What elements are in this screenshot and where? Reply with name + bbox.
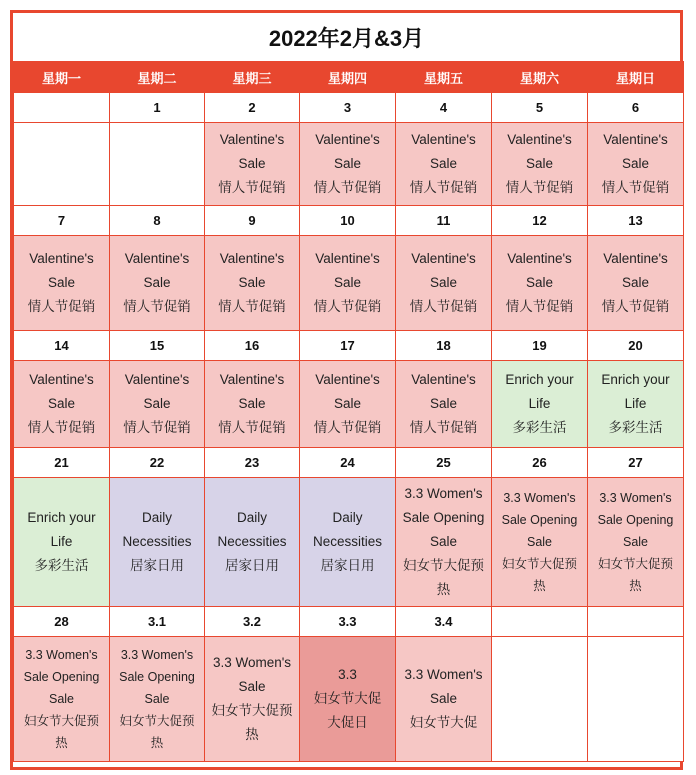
event-text-line: Sale [526,535,553,549]
event-text-line: 情人节促销 [123,420,191,435]
event-text-line: 情人节促销 [313,180,382,195]
weekday-fri: 星期五 [396,62,492,93]
event-text-line: 情人节促销 [505,180,574,195]
event-text-line: 3.3 Women's [120,648,194,662]
date-cell: 4 [396,93,492,123]
date-cell: 3 [300,93,396,123]
event-text-line: Life [50,534,73,549]
event-text-line: Sale [429,396,458,411]
event-text-line: Enrich your [601,372,670,387]
date-cell: 18 [396,331,492,361]
event-text-line: Valentine's [315,372,380,387]
event-text-line: Sale [429,156,458,171]
event-text-line: Sale [622,535,649,549]
event-cell [588,637,684,762]
event-cell [14,236,110,331]
date-cell: 21 [14,448,110,478]
event-text-line: Sale Opening [597,513,674,527]
event-cell [492,123,588,206]
event-text-line: Sale Opening [119,670,195,684]
event-cell [14,478,110,607]
event-text-line: 热 [245,727,259,742]
event-text-line: Valentine's [603,251,668,266]
weekday-sun: 星期日 [588,62,684,93]
event-text-line: 居家日用 [225,558,279,573]
event-text-line: 情人节促销 [218,180,286,195]
event-text-line: Valentine's [219,251,285,266]
event-text-line: 3.3 Women's [503,491,576,505]
event-text-line: 妇女节大促预 [501,557,577,571]
event-text-line: Sale [238,679,266,694]
event-text-line: Life [624,396,647,411]
date-cell: 13 [588,206,684,236]
date-cell: 27 [588,448,684,478]
calendar-title: 2022年2月&3月 [268,25,425,51]
event-text-line: Valentine's [315,132,380,147]
event-text-line: 3.3 Women's [599,491,672,505]
event-cell [205,123,300,206]
event-text-line: Sale [525,275,554,290]
event-cell [492,361,588,448]
date-cell: 6 [588,93,684,123]
event-text-line: 多彩生活 [34,558,89,573]
event-text-line: Enrich your [27,510,96,525]
event-text-line: 妇女节大促 [409,715,478,730]
date-row [14,448,684,478]
event-text-line: 妇女节大促预 [119,714,195,728]
event-row [14,361,684,448]
event-text-line: 情人节促销 [218,299,286,314]
event-text-line: 妇女节大促预 [597,557,673,571]
event-text-line: 热 [150,736,164,750]
date-cell: 20 [588,331,684,361]
event-cell [300,236,396,331]
event-text-line: 情人节促销 [601,180,670,195]
date-cell: 10 [300,206,396,236]
event-text-line: Sale [144,692,170,706]
date-cell: 25 [396,448,492,478]
weekday-header-row [14,62,684,93]
event-text-line: 多彩生活 [608,420,663,435]
event-text-line: Sale [621,275,650,290]
event-text-line: Valentine's [124,372,190,387]
event-text-line: 情人节促销 [123,299,191,314]
event-cell [396,637,492,762]
event-text-line: Necessities [122,534,192,549]
weekday-thu: 星期四 [300,62,396,93]
event-text-line: Necessities [312,534,383,549]
date-cell: 2 [205,93,300,123]
event-text-line: Daily [141,510,172,525]
event-cell [205,637,300,762]
event-text-line: 妇女节大促预 [211,703,293,718]
event-cell [396,361,492,448]
date-cell: 5 [492,93,588,123]
event-text-line: 情人节促销 [313,420,382,435]
event-text-line: 妇女节大促预 [23,714,99,728]
date-cell: 3.3 [300,607,396,637]
event-text-line: Sale [238,156,266,171]
event-text-line: 情人节促销 [505,299,574,314]
date-cell: 3.1 [110,607,205,637]
event-text-line: 大促日 [327,715,368,730]
event-text-line: Sale [333,396,362,411]
date-cell: 19 [492,331,588,361]
date-row [14,206,684,236]
event-text-line: Valentine's [411,251,476,266]
event-row [14,236,684,331]
event-text-line: Sale [429,275,458,290]
event-cell [396,478,492,607]
event-text-line: Sale [238,275,266,290]
event-text-line: Sale [143,275,171,290]
event-text-line: 多彩生活 [512,420,567,435]
date-cell: 14 [14,331,110,361]
date-cell: 9 [205,206,300,236]
date-row [14,331,684,361]
event-text-line: 情人节促销 [409,420,478,435]
event-text-line: Valentine's [219,132,285,147]
event-text-line: 3.3 Women's [212,655,292,670]
date-cell: 1 [110,93,205,123]
event-text-line: Necessities [217,534,287,549]
event-text-line: Sale [48,692,75,706]
event-text-line: Valentine's [603,132,668,147]
event-cell [14,123,110,206]
event-text-line: Sale [143,396,171,411]
event-text-line: Valentine's [411,372,476,387]
event-cell [492,236,588,331]
event-row [14,637,684,762]
event-cell [14,361,110,448]
event-text-line: Sale [429,534,458,549]
event-cell [492,478,588,607]
event-text-line: 情人节促销 [409,299,478,314]
date-row [14,607,684,637]
event-text-line: 情人节促销 [313,299,382,314]
event-cell [300,637,396,762]
date-cell: 3.2 [205,607,300,637]
event-text-line: 热 [533,579,546,593]
event-cell [492,637,588,762]
event-text-line: 居家日用 [320,558,375,573]
event-text-line: 热 [436,582,451,597]
event-text-line: Sale [333,156,362,171]
event-cell [205,361,300,448]
event-text-line: Sale [429,691,458,706]
event-text-line: Sale Opening [23,670,100,684]
event-text-line: 妇女节大促 [313,691,382,706]
event-text-line: 3.3 [338,667,357,682]
date-cell: 12 [492,206,588,236]
event-text-line: 情人节促销 [27,420,96,435]
event-cell [205,236,300,331]
event-cell [396,123,492,206]
date-cell: 3.4 [396,607,492,637]
event-cell [110,478,205,607]
calendar-table [13,61,684,762]
event-text-line: Sale Opening [501,513,578,527]
event-text-line: Valentine's [219,372,285,387]
event-text-line: 居家日用 [130,558,184,573]
event-cell [588,236,684,331]
date-cell: 26 [492,448,588,478]
date-cell [588,607,684,637]
date-cell: 8 [110,206,205,236]
weekday-mon: 星期一 [14,62,110,93]
event-text-line: 情人节促销 [218,420,286,435]
date-cell [492,607,588,637]
event-cell [110,236,205,331]
date-cell: 23 [205,448,300,478]
event-text-line: 3.3 Women's [25,648,98,662]
event-text-line: Sale [621,156,650,171]
event-cell [14,637,110,762]
event-text-line: Valentine's [411,132,476,147]
event-text-line: 妇女节大促预 [403,558,484,573]
event-text-line: Valentine's [507,132,572,147]
date-cell: 17 [300,331,396,361]
event-cell [300,123,396,206]
event-text-line: Sale Opening [402,510,485,525]
event-text-line: Valentine's [507,251,572,266]
event-cell [110,361,205,448]
event-text-line: Sale [47,275,76,290]
event-row [14,123,684,206]
event-text-line: 热 [55,736,68,750]
event-cell [110,637,205,762]
event-text-line: Sale [47,396,76,411]
event-text-line: 情人节促销 [27,299,96,314]
event-cell [300,478,396,607]
event-cell [396,236,492,331]
date-cell: 24 [300,448,396,478]
event-text-line: 热 [629,579,642,593]
event-text-line: Valentine's [29,251,94,266]
event-text-line: Valentine's [124,251,190,266]
date-cell: 16 [205,331,300,361]
event-cell [588,478,684,607]
event-text-line: Daily [236,510,267,525]
date-cell: 28 [14,607,110,637]
event-row [14,478,684,607]
date-cell [14,93,110,123]
event-text-line: Valentine's [29,372,94,387]
event-text-line: Life [528,396,551,411]
date-cell: 7 [14,206,110,236]
event-cell [588,123,684,206]
event-text-line: Enrich your [505,372,574,387]
event-text-line: 情人节促销 [601,299,670,314]
event-text-line: 情人节促销 [409,180,478,195]
weekday-sat: 星期六 [492,62,588,93]
event-cell [300,361,396,448]
event-text-line: 3.3 Women's [404,486,483,501]
event-text-line: Sale [238,396,266,411]
calendar-body [14,93,684,762]
event-text-line: Sale [525,156,554,171]
event-cell [588,361,684,448]
event-text-line: 3.3 Women's [404,667,483,682]
date-cell: 15 [110,331,205,361]
event-cell [110,123,205,206]
event-text-line: Daily [332,510,363,525]
event-text-line: Sale [333,275,362,290]
date-cell: 22 [110,448,205,478]
date-row [14,93,684,123]
weekday-tue: 星期二 [110,62,205,93]
weekday-wed: 星期三 [205,62,300,93]
date-cell: 11 [396,206,492,236]
event-cell [205,478,300,607]
event-text-line: Valentine's [315,251,380,266]
